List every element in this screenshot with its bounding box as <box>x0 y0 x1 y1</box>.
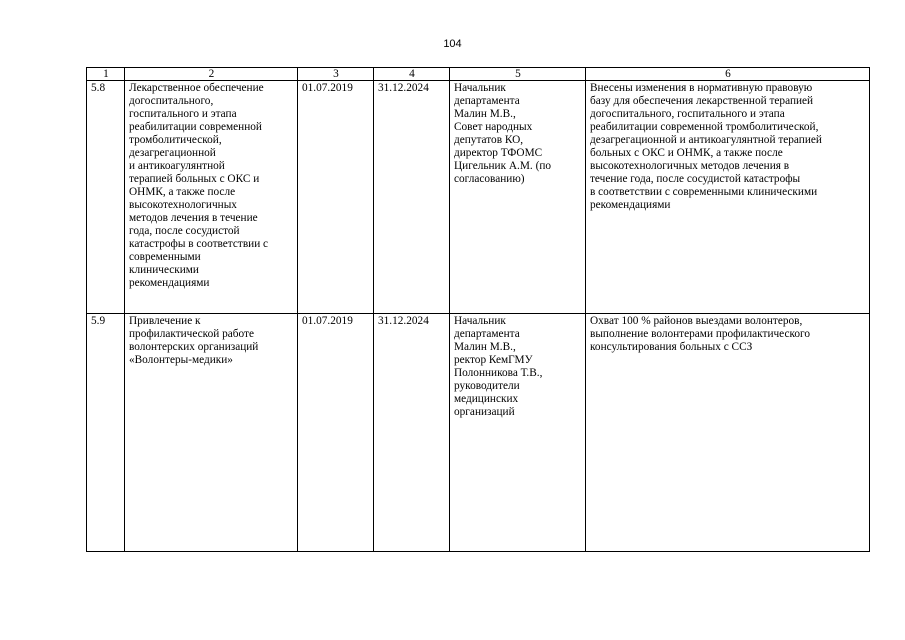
start-date-cell: 01.07.2019 <box>298 314 374 552</box>
responsible-cell: Начальник департамента Малин М.В., ректор КемГМУ Полонникова Т.В., руководители медицинских организаций <box>450 314 586 552</box>
result-cell: Охват 100 % районов выездами волонтеров, выполнение волонтерами профилактического консультирования больных с ССЗ <box>586 314 870 552</box>
measure-cell: Привлечение к профилактической работе волонтерских организаций «Волонтеры-медики» <box>125 314 298 552</box>
row-number: 5.9 <box>87 314 125 552</box>
column-header: 1 <box>87 68 125 81</box>
table-row <box>87 314 870 552</box>
table-row <box>87 81 870 314</box>
column-header: 6 <box>586 68 870 81</box>
table-header-row <box>87 68 870 81</box>
page-number: 104 <box>443 38 462 50</box>
result-cell: Внесены изменения в нормативную правовую базу для обеспечения лекарственной терапией догоспитального, госпитального и этапа реабилитации современной тромболитической, дезагрегационной и антикоагулянтной терапией больных с ОКС и ОНМК, а также после высокотехнологичных методов лечения в течение года, после сосудистой катастрофы в соответствии с современными клиническими рекомендациями <box>586 81 870 314</box>
responsible-cell: Начальник департамента Малин М.В., Совет народных депутатов КО, директор ТФОМС Цигельник А.М. (по согласованию) <box>450 81 586 314</box>
end-date-cell: 31.12.2024 <box>374 314 450 552</box>
start-date-cell: 01.07.2019 <box>298 81 374 314</box>
column-header: 5 <box>450 68 586 81</box>
column-header: 2 <box>125 68 298 81</box>
end-date-cell: 31.12.2024 <box>374 81 450 314</box>
measure-cell: Лекарственное обеспечение догоспитального, госпитального и этапа реабилитации современной тромболитической, дезагрегационной и антикоагулянтной терапией больных с ОКС и ОНМК, а также после высокотехнологичных методов лечения в течение года, после сосудистой катастрофы в соответствии с современными клиническими рекомендациями <box>125 81 298 314</box>
column-header: 3 <box>298 68 374 81</box>
column-header: 4 <box>374 68 450 81</box>
action-plan-table <box>86 67 870 552</box>
row-number: 5.8 <box>87 81 125 314</box>
